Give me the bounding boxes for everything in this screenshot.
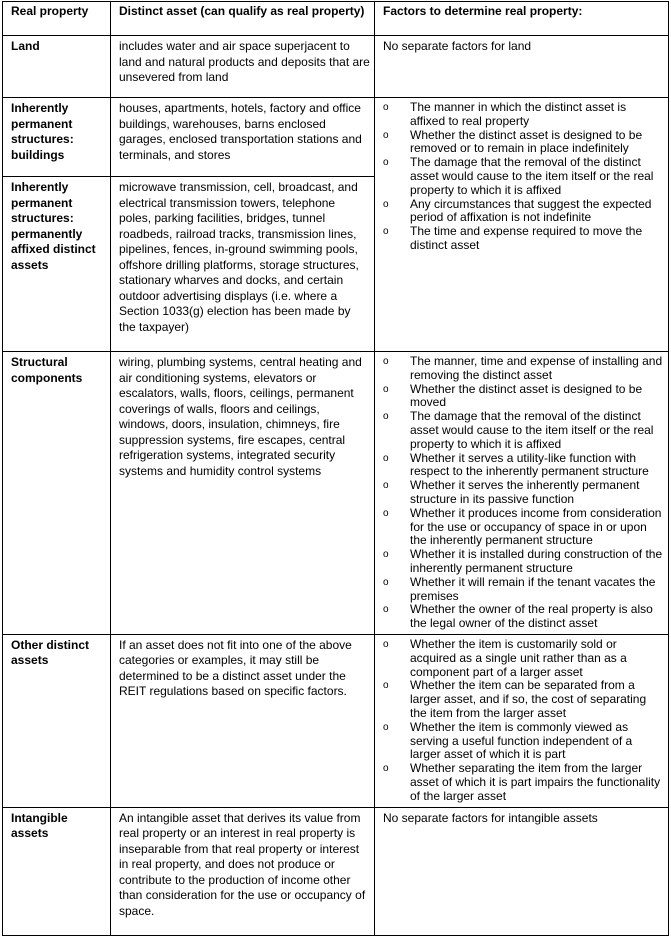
bullet-icon: o [383,576,389,588]
table-row-intangible-assets [3,807,669,935]
list-item: o Whether it serves the inherently permanent structure in its passive function [383,478,640,506]
row-label: Inherently permanent structures: buildings [3,98,111,177]
row-factors: No separate factors for intangible assets [375,807,669,935]
factors-list [383,638,664,804]
list-item: o Whether the distinct asset is designed to be removed or to remain in place indefinitely [383,127,643,156]
row-label: Other distinct assets [3,634,111,807]
header-real-property: Real property [3,2,111,36]
bullet-icon: o [383,549,389,561]
list-item: o Whether it is installed during construction of the inherently permanent structure [383,547,663,575]
header-row [3,2,669,36]
bullet-icon: o [383,102,389,113]
bullet-icon: o [383,638,389,650]
row-label: Land [3,36,111,98]
list-item: o The damage that the removal of the distinct asset would cause to the item itself or the real property to which it is affixed [383,155,654,197]
bullet-icon: o [383,604,389,616]
header-factors: Factors to determine real property: [375,2,669,36]
list-item: o Any circumstances that suggest the expected period of affixation is not indefinite [383,196,652,225]
bullet-icon: o [383,411,389,423]
bullet-icon: o [383,507,389,519]
bullet-icon: o [383,356,389,367]
list-item: o The manner in which the distinct asset is affixed to real property [383,100,627,128]
bullet-icon: o [383,452,389,464]
bullet-icon: o [383,680,389,692]
bullet-icon: o [383,129,389,141]
bullet-icon: o [383,763,389,775]
row-asset: includes water and air space superjacent to land and natural products and deposits that are unsevered from land [111,36,375,98]
row-asset: wiring, plumbing systems, central heating and air conditioning systems, elevators or escalators, walls, floors, ceilings, permanent coverings of walls, floors and ceilings, windows, doors, insulation, chimneys, fire suppression systems, fire escapes, central refrigeration systems, integrated security systems and humidity control systems [111,352,375,635]
bullet-icon: o [383,383,389,395]
factors-list [383,355,664,631]
list-item: o Whether it will remain if the tenant vacates the premises [383,574,656,603]
row-factors [375,634,669,807]
row-label: Intangible assets [3,807,111,935]
row-asset: If an asset does not fit into one of the above categories or examples, it may still be determined to be a distinct asset under the REIT regulations based on specific factors. [111,634,375,807]
list-item: o Whether the item is customarily sold or acquired as a single unit rather than as a component part of a larger asset [383,636,627,679]
bullet-icon: o [383,157,389,169]
bullet-icon: o [383,480,389,492]
row-label: Structural components [3,352,111,635]
list-item: o The time and expense required to move the distinct asset [383,224,643,252]
table-row-land [3,36,669,98]
table-row-buildings [3,98,669,177]
row-asset: houses, apartments, hotels, factory and office buildings, warehouses, barns enclosed garages, enclosed transportation stations and terminals, and stores [111,98,375,177]
list-item: o Whether the item is commonly viewed as serving a useful function independent of a larger asset of which it is part [383,719,633,762]
list-item: o Whether the owner of the real property is also the legal owner of the distinct asset [383,602,653,631]
list-item: o The damage that the removal of the distinct asset would cause to the item itself or the real property to which it is affixed [383,409,654,451]
row-label: Inherently permanent structures: permanently affixed distinct assets [3,177,111,352]
row-factors: No separate factors for land [375,36,669,98]
list-item: o Whether it produces income from consideration for the use or occupancy of space in or upon the inherently permanent structure [383,505,662,548]
table-row-other-distinct-assets [3,634,669,807]
list-item: o Whether separating the item from the larger asset of which it is part impairs the functionality of the larger asset [383,761,661,803]
bullet-icon: o [383,721,389,733]
table-row-structural-components [3,352,669,635]
header-distinct-asset: Distinct asset (can qualify as real property) [111,2,375,36]
row-asset: microwave transmission, cell, broadcast, and electrical transmission towers, telephone poles, parking facilities, bridges, tunnel roadbeds, railroad tracks, transmission lines, pipelines, fences, in-ground swimming pools, offshore drilling platforms, storage structures, stationary wharves and docks, and certain outdoor advertising displays (i.e. where a Section 1033(g) election has been made by the taxpayer) [111,177,375,352]
factors-list [383,101,664,253]
list-item: o Whether it serves a utility-like function with respect to the inherently permanent structure [383,450,649,479]
row-factors [375,98,669,352]
real-property-table [2,1,669,936]
row-asset: An intangible asset that derives its value from real property or an interest in real property is inseparable from that real property or interest in real property, and does not produce or contribute to the production of income other than consideration for the use or occupancy of space. [111,807,375,935]
list-item: o The manner, time and expense of installing and removing the distinct asset [383,354,663,382]
list-item: o Whether the distinct asset is designed to be moved [383,381,643,410]
list-item: o Whether the item can be separated from a larger asset, and if so, the cost of separating the item from the larger asset [383,678,647,720]
row-factors [375,352,669,635]
bullet-icon: o [383,226,389,238]
bullet-icon: o [383,198,389,210]
